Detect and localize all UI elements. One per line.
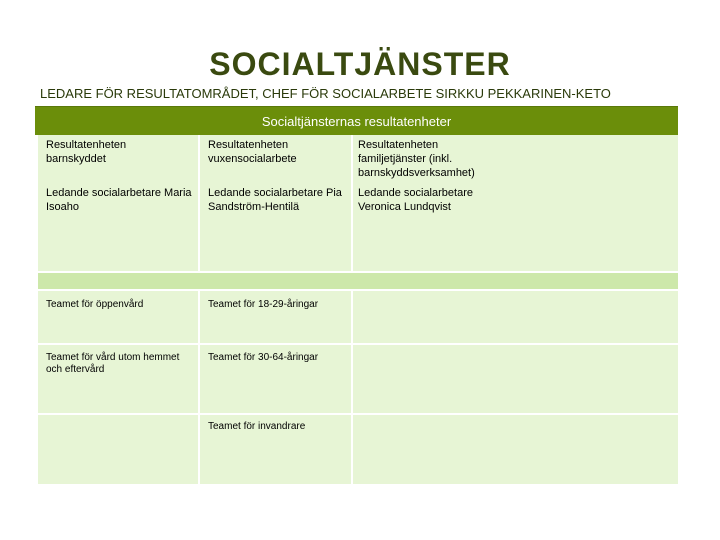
- team-cell: [200, 415, 351, 484]
- team-label: Teamet för vård utom hemmet och eftervård: [46, 352, 180, 375]
- empty-cell: [353, 345, 678, 413]
- unit-leader: Ledande socialarbetare Maria Isoaho: [46, 187, 192, 213]
- unit-cell-barnskyddet: [38, 135, 198, 271]
- org-grid: [35, 135, 678, 484]
- team-cell: [38, 345, 198, 413]
- unit-leader: Ledande socialarbetare Pia Sandström-Hentilä: [208, 187, 342, 213]
- team-label: Teamet för 18-29-åringar: [208, 299, 319, 310]
- team-label: Teamet för öppenvård: [46, 299, 144, 310]
- separator-band: [38, 273, 678, 289]
- table-header: Socialtjänsternas resultatenheter: [35, 106, 678, 135]
- team-label: Teamet för 30-64-åringar: [208, 352, 319, 363]
- empty-cell: [353, 415, 678, 484]
- page-title: SOCIALTJÄNSTER: [209, 46, 511, 82]
- page-subtitle: LEDARE FÖR RESULTATOMRÅDET, CHEF FÖR SOCIALARBETE SIRKKU PEKKARINEN-KETO: [40, 86, 611, 101]
- team-cell: [200, 291, 351, 343]
- team-cell: [38, 291, 198, 343]
- unit-leader: Ledande socialarbetare Veronica Lundqvist: [358, 187, 473, 213]
- unit-name: Resultatenheten familjetjänster (inkl. barnskyddsverksamhet): [358, 139, 475, 179]
- unit-cell-familjetjanster: [353, 135, 678, 271]
- empty-cell: [353, 291, 678, 343]
- team-label: Teamet för invandrare: [208, 421, 306, 432]
- unit-name: Resultatenheten barnskyddet: [46, 139, 127, 165]
- unit-name: Resultatenheten vuxensocialarbete: [208, 139, 297, 165]
- unit-cell-vuxensocialarbete: [200, 135, 351, 271]
- empty-cell: [38, 415, 198, 484]
- org-table: [35, 106, 678, 484]
- team-cell: [200, 345, 351, 413]
